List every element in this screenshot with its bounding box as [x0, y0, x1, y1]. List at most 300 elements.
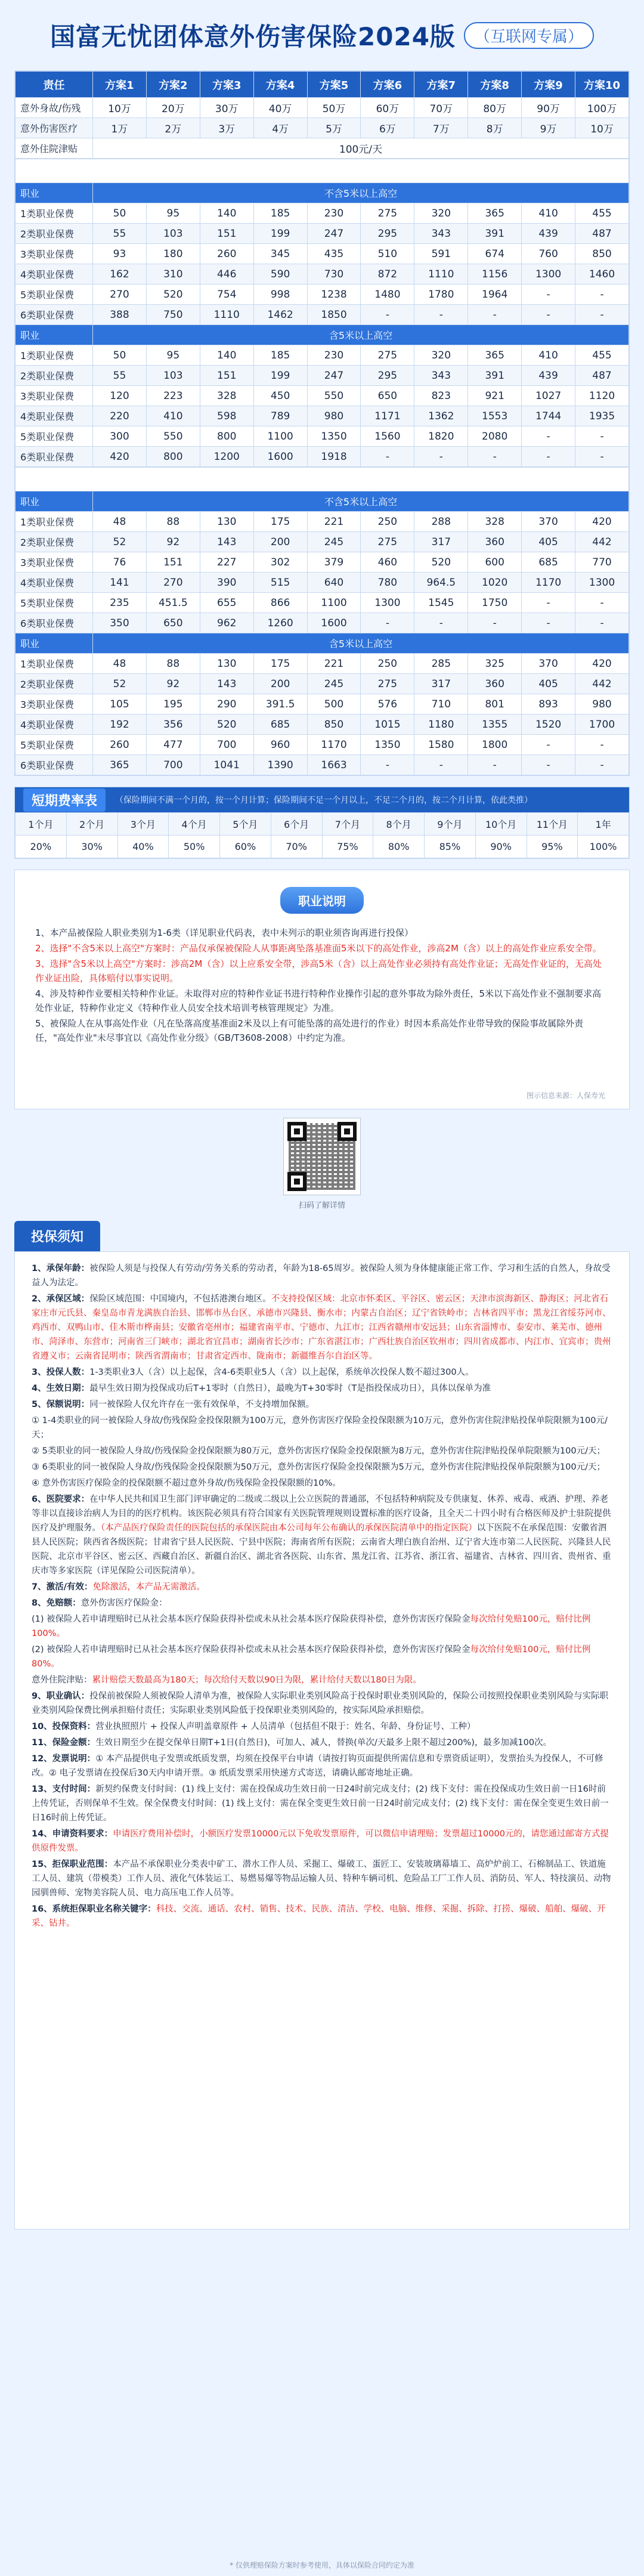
internet-exclusive-tag: （互联网专属） [464, 22, 594, 49]
premium-cell: 185 [253, 345, 307, 366]
premium-cell: 1580 [414, 735, 468, 755]
career-list [35, 926, 609, 1045]
premium-cell: - [414, 305, 468, 325]
premium-cell: 789 [253, 406, 307, 426]
premium-cell: 2080 [468, 426, 522, 447]
notice-item [32, 1414, 612, 1442]
notice-header [14, 1221, 630, 1251]
premium-cell: 270 [93, 284, 147, 305]
premium-cell: 360 [468, 532, 522, 552]
premium-cell: 370 [522, 512, 575, 532]
notice-item-text: 被保险人须是与投保人有劳动/劳务关系的劳动者，年龄为18-65周岁。被保险人须为身体健康能正常工作、学习和生活的自然人，身故受益人为法定。 [32, 1264, 611, 1288]
premium-cell: 893 [522, 694, 575, 715]
premium-row-label: 1类职业保费 [16, 203, 93, 224]
premium-b-group-header [16, 633, 629, 654]
short-term-month: 4个月 [169, 813, 220, 836]
premium-row-label: 4类职业保费 [16, 573, 93, 593]
short-term-month: 3个月 [117, 813, 169, 836]
premium-cell: 410 [522, 203, 575, 224]
qr-code-icon[interactable] [283, 1118, 361, 1195]
premium-cell: 1480 [361, 284, 414, 305]
premium-cell: 48 [93, 512, 147, 532]
premium-cell: 235 [93, 593, 147, 613]
premium-cell: 730 [307, 264, 361, 284]
career-item: 4、涉及特种作业要相关特种作业证。未取得对应的特种作业证书进行特种作业操作引起的意外事故为除外责任，5米以下高处作业不强制要求高处作业证，特种作业定义《特种作业人员安全技术培训考核管理规定》为准。 [35, 988, 602, 1013]
notice-item [32, 1736, 612, 1750]
premium-cell: 410 [146, 406, 200, 426]
premium-cell: 1300 [522, 264, 575, 284]
premium-cell: 288 [414, 512, 468, 532]
coverage-cell: 40万 [253, 98, 307, 118]
premium-cell: 320 [414, 345, 468, 366]
premium-cell: 1750 [468, 593, 522, 613]
plan-header-3: 方案3 [200, 72, 253, 98]
coverage-label: 意外住院津贴 [16, 138, 93, 159]
premium-row [16, 426, 629, 447]
premium-cell: - [575, 447, 629, 467]
notice-item-text: 意外住院津贴： [32, 1675, 92, 1685]
premium-row [16, 613, 629, 633]
premium-cell: 95 [146, 345, 200, 366]
notice-item-text: ① 本产品提供电子发票或纸质发票，均须在投保平台申请（请按打钩页面提供所需信息和专票资质证明），发票抬头为投保人，不可修改。② 电子发票请在投保后30天内申请开票。③ 纸质发票采用快递方式寄送，请确认邮寄地址正确。 [32, 1754, 603, 1778]
short-term-rate: 75% [322, 836, 373, 858]
notice-item-text: (1) 被保险人若申请理赔时已从社会基本医疗保险获得补偿或未从社会基本医疗保险获得补偿，意外伤害医疗保险金 [32, 1615, 470, 1624]
premium-cell: 199 [253, 366, 307, 386]
premium-cell: 200 [253, 674, 307, 694]
premium-row [16, 552, 629, 573]
career-title: 职业说明 [280, 887, 364, 914]
premium-cell: 1850 [307, 305, 361, 325]
premium-row [16, 203, 629, 224]
premium-cell: - [575, 426, 629, 447]
premium-cell: 450 [253, 386, 307, 406]
premium-cell: 576 [361, 694, 414, 715]
premium-cell: 650 [361, 386, 414, 406]
premium-cell: 1170 [522, 573, 575, 593]
qr-wrapper [14, 1118, 630, 1210]
short-term-rate: 60% [220, 836, 271, 858]
premium-cell: 76 [93, 552, 147, 573]
premium-cell: 48 [93, 654, 147, 674]
premium-cell: 250 [361, 512, 414, 532]
premium-row-label: 3类职业保费 [16, 552, 93, 573]
premium-cell: 760 [522, 244, 575, 264]
premium-cell: 328 [200, 386, 253, 406]
premium-cell: 1300 [575, 573, 629, 593]
premium-row-label: 6类职业保费 [16, 305, 93, 325]
notice-item-title: 2、承保区域： [32, 1294, 90, 1304]
premium-cell: 50 [93, 203, 147, 224]
premium-cell: 1700 [575, 715, 629, 735]
coverage-cell: 5万 [307, 118, 361, 138]
premium-cell: 515 [253, 573, 307, 593]
career-source: 图示信息来源：人保寿光 [526, 1091, 605, 1100]
premium-cell: 295 [361, 366, 414, 386]
premium-cell: 640 [307, 573, 361, 593]
premium-cell: 103 [146, 224, 200, 244]
premium-row [16, 755, 629, 775]
coverage-cell: 1万 [93, 118, 147, 138]
short-term-rates-row [16, 836, 629, 858]
notice-item-title: 12、发票说明： [32, 1754, 96, 1764]
premium-cell: - [575, 755, 629, 775]
notice-item-title: 5、保额说明： [32, 1400, 90, 1409]
premium-cell: 200 [253, 532, 307, 552]
plan-header-8: 方案8 [468, 72, 522, 98]
premium-cell: - [468, 755, 522, 775]
premium-cell: 185 [253, 203, 307, 224]
premium-cell: 260 [200, 244, 253, 264]
premium-cell: 487 [575, 224, 629, 244]
coverage-cell: 80万 [468, 98, 522, 118]
notice-item-text: 营业执照照片 + 投保人声明盖章原件 + 人员清单（包括但不限于：姓名、年龄、身份证号、工种） [95, 1722, 476, 1731]
notice-item-title: 8、免赔额： [32, 1598, 81, 1608]
premium-row-label: 2类职业保费 [16, 532, 93, 552]
premium-a-section-row [16, 159, 629, 183]
coverage-cell: 20万 [146, 98, 200, 118]
plan-header-6: 方案6 [361, 72, 414, 98]
premium-cell: 674 [468, 244, 522, 264]
short-term-month: 1个月 [16, 813, 67, 836]
premium-cell: 120 [93, 386, 147, 406]
premium-cell: 275 [361, 203, 414, 224]
premium-cell: - [522, 305, 575, 325]
short-term-month: 9个月 [425, 813, 476, 836]
plan-header-2: 方案2 [146, 72, 200, 98]
premium-cell: 685 [522, 552, 575, 573]
premium-cell: 710 [414, 694, 468, 715]
notice-item-text: 生效日期至少在提交保单日期T+1日(自然日)，可加人、减人，替换(单次/天最多上限不超过200%)，最多加减100次。 [95, 1738, 552, 1748]
premium-cell: 700 [200, 735, 253, 755]
notice-item-text: 新契约保费支付时间：(1) 线上支付：需在投保成功生效日前一日24时前完成支付；(2) 线下支付：需在投保成功生效日前一日16时前上传凭证，否则保单不生效。保全保费支付时间：(1) 线上支付：需在保全变更生效日前一日24时前完成支付；(2) 线下支付：需在保全变更生效日前一日16时前上传凭证。 [32, 1785, 609, 1823]
coverage-cell: 7万 [414, 118, 468, 138]
coverage-cell: 3万 [200, 118, 253, 138]
premium-cell: 420 [93, 447, 147, 467]
short-term-month: 7个月 [322, 813, 373, 836]
premium-cell: 391.5 [253, 694, 307, 715]
premium-cell: - [468, 447, 522, 467]
premium-row [16, 244, 629, 264]
premium-cell: 1390 [253, 755, 307, 775]
premium-row [16, 573, 629, 593]
short-term-note: （保险期间不满一个月的，按一个月计算；保险期间不足一个月以上，不足二个月的，按二个月计算，依此类推） [115, 796, 533, 805]
premium-cell: 439 [522, 366, 575, 386]
premium-cell: 750 [146, 305, 200, 325]
premium-cell: 1027 [522, 386, 575, 406]
notice-item [32, 1580, 612, 1594]
premium-cell: 1180 [414, 715, 468, 735]
premium-cell: - [414, 447, 468, 467]
premium-cell: 1780 [414, 284, 468, 305]
premium-cell: 180 [146, 244, 200, 264]
short-term-rate: 70% [271, 836, 322, 858]
premium-row [16, 512, 629, 532]
premium-cell: - [522, 284, 575, 305]
premium-cell: 379 [307, 552, 361, 573]
premium-cell: 52 [93, 532, 147, 552]
premium-cell: 365 [468, 345, 522, 366]
premium-cell: 770 [575, 552, 629, 573]
premium-cell: 245 [307, 674, 361, 694]
premium-cell: 88 [146, 654, 200, 674]
premium-cell: 477 [146, 735, 200, 755]
premium-cell: 520 [146, 284, 200, 305]
premium-cell: 455 [575, 203, 629, 224]
premium-cell: 1935 [575, 406, 629, 426]
plan-header-1: 方案1 [93, 72, 147, 98]
premium-cell: 866 [253, 593, 307, 613]
premium-cell: 800 [200, 426, 253, 447]
premium-cell: 295 [361, 224, 414, 244]
notice-item-text: ① 1-4类职业的同一被保险人身故/伤残保险金投保限额为100万元，意外伤害医疗保险金投保限额为10万元，意外伤害住院津贴投保单院限额为100元/天； [32, 1416, 608, 1440]
premium-cell: 52 [93, 674, 147, 694]
premium-a-group-title: 不含5米以上高空 [93, 183, 629, 203]
notice-item-title: 6、医院要求： [32, 1495, 90, 1504]
premium-row [16, 224, 629, 244]
premium-cell: 1350 [307, 426, 361, 447]
notice-item-title: 13、支付时间： [32, 1785, 96, 1794]
premium-cell: 1460 [575, 264, 629, 284]
coverage-row [16, 98, 629, 118]
notice-item-text: ② 5类职业的同一被保险人身故/伤残保险金投保限额为80万元，意外伤害医疗保险金投保限额为8万元，意外伤害住院津贴投保单院限额为100元/天； [32, 1446, 605, 1456]
premium-a-group-header [16, 325, 629, 345]
notice-item-highlight: 不支持投保区域：北京市怀柔区、平谷区、密云区；天津市滨海新区、静海区；河北省石家庄市元氏县、秦皇岛市青龙满族自治县、邯郸市丛台区、承德市兴隆县、衡水市；内蒙古自治区；辽宁省铁岭市；吉林省四平市；黑龙江省绥芬河市、鸡西市、双鸭山市、佳木斯市桦南县；安徽省亳州市；福建省南平市、宁德市、九江市；江西省赣州市安远县；山东省淄博市、泰安市、莱芜市、德州市、菏泽市、东营市；河南省三门峡市；湖北省宜昌市；湖南省长沙市；广东省湛江市；广西壮族自治区钦州市；四川省成都市、内江市、宜宾市；贵州省遵义市；云南省昆明市；陕西省渭南市；甘肃省定西市、陇南市；新疆维吾尔自治区等。 [32, 1294, 611, 1361]
premium-cell: 221 [307, 654, 361, 674]
premium-cell: - [361, 613, 414, 633]
coverage-label: 意外伤害医疗 [16, 118, 93, 138]
qr-caption: 扫码了解详情 [298, 1201, 345, 1210]
premium-cell: 325 [468, 654, 522, 674]
premium-cell: 1560 [361, 426, 414, 447]
premium-cell: 151 [146, 552, 200, 573]
premium-b-group-title: 不含5米以上高空 [93, 491, 629, 512]
premium-cell: 980 [575, 694, 629, 715]
premium-cell: 300 [93, 426, 147, 447]
plan-header-4: 方案4 [253, 72, 307, 98]
premium-row-label: 3类职业保费 [16, 244, 93, 264]
page-header [14, 0, 630, 70]
premium-cell: 1171 [361, 406, 414, 426]
short-term-rate: 85% [425, 836, 476, 858]
notice-item [32, 1612, 612, 1641]
premium-row [16, 447, 629, 467]
responsibility-header: 责任 [16, 72, 93, 98]
premium-cell: 410 [522, 345, 575, 366]
premium-cell: 275 [361, 345, 414, 366]
premium-cell: 442 [575, 674, 629, 694]
premium-cell: 275 [361, 674, 414, 694]
premium-cell: 1545 [414, 593, 468, 613]
premium-cell: - [575, 284, 629, 305]
premium-cell: 1918 [307, 447, 361, 467]
premium-cell: 650 [146, 613, 200, 633]
premium-cell: - [414, 755, 468, 775]
premium-row-label: 5类职业保费 [16, 735, 93, 755]
premium-cell: 247 [307, 224, 361, 244]
notice-item [32, 1596, 612, 1610]
premium-row-label: 2类职业保费 [16, 366, 93, 386]
premium-cell: 247 [307, 366, 361, 386]
premium-row-label: 6类职业保费 [16, 755, 93, 775]
coverage-cell: 4万 [253, 118, 307, 138]
premium-row-label: 6类职业保费 [16, 447, 93, 467]
premium-cell: 655 [200, 593, 253, 613]
premium-cell: 390 [200, 573, 253, 593]
premium-cell: 520 [200, 715, 253, 735]
notice-item [32, 1460, 612, 1474]
premium-cell: 590 [253, 264, 307, 284]
premium-cell: 1100 [253, 426, 307, 447]
premium-cell: 442 [575, 532, 629, 552]
occupation-col-label: 职业 [16, 491, 93, 512]
premium-cell: 1553 [468, 406, 522, 426]
premium-row [16, 654, 629, 674]
premium-row-label: 5类职业保费 [16, 593, 93, 613]
notice-item [32, 1444, 612, 1458]
premium-cell: 140 [200, 345, 253, 366]
premium-a-section-title: A款 [16, 159, 629, 183]
premium-cell: 245 [307, 532, 361, 552]
premium-row-label: 5类职业保费 [16, 284, 93, 305]
premium-cell: 175 [253, 512, 307, 532]
premium-cell: 55 [93, 366, 147, 386]
premium-cell: 391 [468, 366, 522, 386]
plan-table-wrapper [14, 70, 630, 776]
premium-cell: 1663 [307, 755, 361, 775]
premium-cell: 850 [307, 715, 361, 735]
premium-cell: - [361, 447, 414, 467]
short-term-month: 10个月 [475, 813, 527, 836]
premium-cell: 420 [575, 512, 629, 532]
coverage-cell: 50万 [307, 98, 361, 118]
premium-row-label: 3类职业保费 [16, 386, 93, 406]
premium-cell: 285 [414, 654, 468, 674]
premium-cell: 1110 [200, 305, 253, 325]
premium-cell: - [522, 735, 575, 755]
coverage-cell: 60万 [361, 98, 414, 118]
career-item: 1、本产品被保险人职业类别为1-6类（详见职业代码表，表中未列示的职业须咨询再进行投保） [35, 927, 414, 938]
notice-item [32, 1492, 612, 1578]
premium-cell: 1964 [468, 284, 522, 305]
short-term-month: 11个月 [527, 813, 578, 836]
premium-cell: - [414, 613, 468, 633]
premium-cell: 105 [93, 694, 147, 715]
premium-cell: 451.5 [146, 593, 200, 613]
short-term-rate-box [14, 787, 630, 859]
premium-cell: 685 [253, 715, 307, 735]
short-term-month: 2个月 [66, 813, 117, 836]
notice-item [32, 1365, 612, 1380]
premium-b-section-row [16, 468, 629, 491]
notice-item-text: ④ 意外伤害医疗保险金的投保限额不超过意外身故/伤残保险金投保限额的10%。 [32, 1479, 341, 1488]
premium-cell: 350 [93, 613, 147, 633]
notice-item [32, 1689, 612, 1718]
notice-item [32, 1292, 612, 1363]
coverage-cell: 8万 [468, 118, 522, 138]
premium-cell: 55 [93, 224, 147, 244]
notice-item-highlight: （本产品医疗保险责任的医院包括的承保医院由本公司每年公布确认的承保医院清单中的指定医院） [101, 1523, 477, 1533]
premium-cell: 343 [414, 366, 468, 386]
premium-cell: 343 [414, 224, 468, 244]
notice-item-highlight: 免除激活，本产品无需激活。 [92, 1582, 205, 1592]
premium-cell: 151 [200, 366, 253, 386]
premium-cell: 140 [200, 203, 253, 224]
premium-cell: 270 [146, 573, 200, 593]
premium-cell: 391 [468, 224, 522, 244]
notice-item-text: (2) 被保险人若申请理赔时已从社会基本医疗保险获得补偿或未从社会基本医疗保险获得补偿，意外伤害医疗保险金 [32, 1645, 470, 1655]
premium-cell: 872 [361, 264, 414, 284]
short-term-rate: 90% [475, 836, 527, 858]
notice-item [32, 1857, 612, 1900]
notice-item [32, 1673, 612, 1687]
notice-item-text: 在中华人民共和国卫生部门评审确定的二级或二级以上公立医院的普通部，不包括特种病院及专供康复、休养、戒毒、戒酒、护理、养老等非以直接诊治病人为目的的医疗机构。该医院必须具有符合国家有关医院管理规则设置标准的医疗设备，且全天二十四小时有合格医师及护士驻院提供医疗及护理服务。 [32, 1495, 611, 1533]
premium-cell: 1820 [414, 426, 468, 447]
premium-row [16, 715, 629, 735]
premium-cell: - [361, 305, 414, 325]
coverage-cell: 10万 [575, 118, 629, 138]
premium-cell: 460 [361, 552, 414, 573]
notice-title: 投保须知 [14, 1221, 100, 1251]
premium-cell: 50 [93, 345, 147, 366]
premium-cell: 141 [93, 573, 147, 593]
premium-cell: 360 [468, 674, 522, 694]
premium-cell: 780 [361, 573, 414, 593]
premium-cell: 95 [146, 203, 200, 224]
premium-cell: 1238 [307, 284, 361, 305]
notice-item-highlight: 每次给付免赔100元，赔付比例100%。 [32, 1615, 591, 1638]
premium-cell: 130 [200, 512, 253, 532]
premium-cell: - [522, 593, 575, 613]
premium-cell: 1020 [468, 573, 522, 593]
premium-cell: 143 [200, 532, 253, 552]
premium-cell: 290 [200, 694, 253, 715]
premium-cell: - [522, 755, 575, 775]
premium-cell: 275 [361, 532, 414, 552]
coverage-label: 意外身故/伤残 [16, 98, 93, 118]
premium-cell: 446 [200, 264, 253, 284]
premium-cell: 1120 [575, 386, 629, 406]
coverage-cell: 100万 [575, 98, 629, 118]
short-term-rate: 20% [16, 836, 67, 858]
premium-row [16, 386, 629, 406]
premium-cell: 328 [468, 512, 522, 532]
coverage-cell: 9万 [522, 118, 575, 138]
premium-row [16, 366, 629, 386]
coverage-cell: 2万 [146, 118, 200, 138]
premium-row-label: 4类职业保费 [16, 715, 93, 735]
premium-cell: 520 [414, 552, 468, 573]
premium-row-label: 3类职业保费 [16, 694, 93, 715]
notice-item-highlight: 科技、交流、通话、农村、销售、技术、民族、清洁、学校、电脑、维修、采掘、拆除、打捞、爆破、船舶、爆破、开采、钻井。 [32, 1904, 606, 1928]
premium-cell: 823 [414, 386, 468, 406]
premium-cell: 550 [146, 426, 200, 447]
premium-cell: 1600 [307, 613, 361, 633]
premium-cell: 754 [200, 284, 253, 305]
premium-cell: 510 [361, 244, 414, 264]
premium-cell: 420 [575, 654, 629, 674]
coverage-row [16, 118, 629, 138]
premium-row [16, 406, 629, 426]
notice-item-title: 9、职业确认： [32, 1691, 90, 1701]
premium-row [16, 735, 629, 755]
notice-item [32, 1397, 612, 1412]
notice-item [32, 1752, 612, 1780]
notice-item-text: 1-3类职业3人（含）以上起保，含4-6类职业5人（含）以上起保，系统单次投保人数不超过300人。 [89, 1368, 474, 1377]
premium-cell: 550 [307, 386, 361, 406]
premium-row-label: 5类职业保费 [16, 426, 93, 447]
premium-row [16, 264, 629, 284]
premium-cell: 221 [307, 512, 361, 532]
